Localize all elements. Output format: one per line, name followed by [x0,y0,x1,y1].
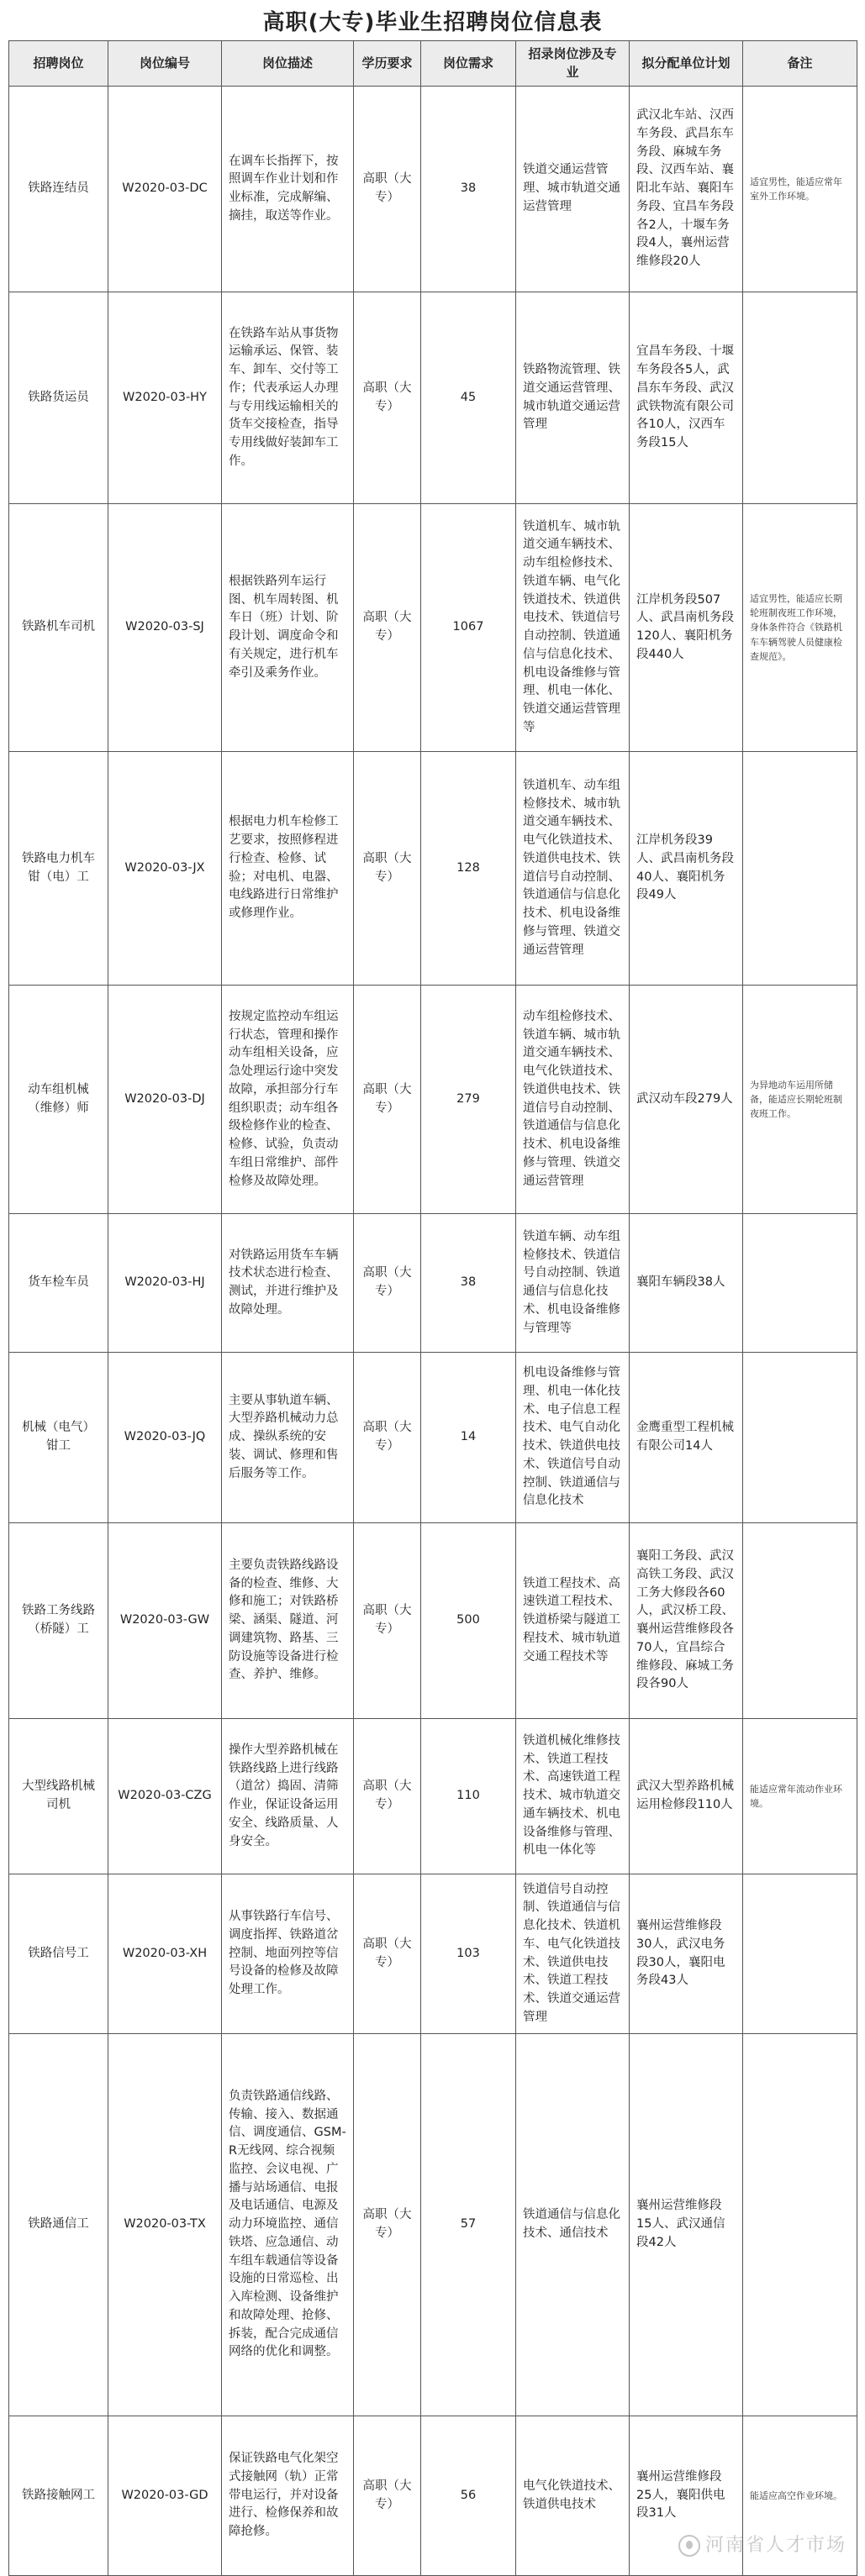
table-row [9,1353,857,1523]
table-row [9,292,857,504]
cell-name: 铁路货运员 [9,292,108,504]
cell-num: 128 [421,752,516,986]
cell-major: 动车组检修技术、铁道车辆、城市轨道交通车辆技术、电气化铁道技术、铁道供电技术、铁道信号自动控制、铁道通信与信息化技术、机电设备维修与管理、铁道交通运营管理 [516,986,630,1214]
cell-major: 铁道机车、动车组检修技术、城市轨道交通车辆技术、电气化铁道技术、铁道供电技术、铁道信号自动控制、铁道通信与信息化技术、机电设备维修与管理、铁道交通运营管理 [516,752,630,986]
cell-name: 铁路接触网工 [9,2416,108,2576]
header-plan: 拟分配单位计划 [630,41,743,87]
cell-name: 动车组机械（维修）师 [9,986,108,1214]
header-note: 备注 [743,41,857,87]
cell-desc: 主要从事轨道车辆、大型养路机械动力总成、操纵系统的安装、调试、修理和售后服务等工作。 [222,1353,354,1523]
cell-plan: 襄阳工务段、武汉高铁工务段、武汉工务大修段各60人，武汉桥工段、襄州运营维修段各70人，宜昌综合维修段、麻城工务段各90人 [630,1523,743,1719]
page-title: 高职(大专)毕业生招聘岗位信息表 [0,5,865,36]
cell-code: W2020-03-HJ [108,1214,222,1353]
header-name: 招聘岗位 [9,41,108,87]
cell-desc: 根据电力机车检修工艺要求，按照修程进行检查、检修、试验；对电机、电器、电线路进行日常维护或修理作业。 [222,752,354,986]
header-desc: 岗位描述 [222,41,354,87]
cell-num: 110 [421,1719,516,1874]
cell-code: W2020-03-SJ [108,504,222,752]
cell-name: 铁路机车司机 [9,504,108,752]
cell-code: W2020-03-GD [108,2416,222,2576]
cell-major: 铁路物流管理、铁道交通运营管理、城市轨道交通运营管理 [516,292,630,504]
cell-num: 45 [421,292,516,504]
header-edu: 学历要求 [354,41,421,87]
header-num: 岗位需求 [421,41,516,87]
cell-edu: 高职（大专） [354,504,421,752]
table-row [9,1874,857,2034]
cell-major: 铁道通信与信息化技术、通信技术 [516,2034,630,2416]
cell-note [743,1353,857,1523]
cell-edu: 高职（大专） [354,87,421,292]
cell-edu: 高职（大专） [354,1214,421,1353]
cell-desc: 操作大型养路机械在铁路线路上进行线路（道岔）捣固、清筛作业，保证设备运用安全、线路质量、人身安全。 [222,1719,354,1874]
cell-code: W2020-03-DJ [108,986,222,1214]
cell-num: 56 [421,2416,516,2576]
table-row [9,1214,857,1353]
table-row [9,986,857,1214]
cell-note: 为异地动车运用所储备，能适应长期轮班制夜班工作。 [743,986,857,1214]
cell-plan: 襄州运营维修段25人，襄阳供电段31人 [630,2416,743,2576]
cell-plan: 江岸机务段507人、武昌南机务段120人、襄阳机务段440人 [630,504,743,752]
watermark [678,2531,847,2557]
table-row [9,1719,857,1874]
cell-plan: 武汉大型养路机械运用检修段110人 [630,1719,743,1874]
cell-note: 能适应高空作业环境。 [743,2416,857,2576]
cell-major: 铁道交通运营管理、城市轨道交通运营管理 [516,87,630,292]
cell-note [743,752,857,986]
cell-note: 适宜男性，能适应常年室外工作环境。 [743,87,857,292]
cell-num: 103 [421,1874,516,2034]
user-icon [678,2535,700,2557]
cell-edu: 高职（大专） [354,292,421,504]
cell-name: 铁路连结员 [9,87,108,292]
cell-edu: 高职（大专） [354,986,421,1214]
cell-note [743,2034,857,2416]
cell-major: 机电设备维修与管理、机电一体化技术、电子信息工程技术、电气自动化技术、铁道供电技术、铁道信号自动控制、铁道通信与信息化技术 [516,1353,630,1523]
job-table [8,40,857,2576]
cell-code: W2020-03-DC [108,87,222,292]
cell-code: W2020-03-JQ [108,1353,222,1523]
cell-edu: 高职（大专） [354,2034,421,2416]
cell-desc: 从事铁路行车信号、调度指挥、铁路道岔控制、地面列控等信号设备的检修及故障处理工作。 [222,1874,354,2034]
cell-num: 14 [421,1353,516,1523]
cell-code: W2020-03-HY [108,292,222,504]
cell-num: 38 [421,1214,516,1353]
cell-name: 铁路电力机车钳（电）工 [9,752,108,986]
cell-note [743,1874,857,2034]
cell-edu: 高职（大专） [354,1523,421,1719]
cell-code: W2020-03-XH [108,1874,222,2034]
cell-plan: 金鹰重型工程机械有限公司14人 [630,1353,743,1523]
cell-plan: 襄阳车辆段38人 [630,1214,743,1353]
cell-major: 铁道工程技术、高速铁道工程技术、铁道桥梁与隧道工程技术、城市轨道交通工程技术等 [516,1523,630,1719]
cell-name: 铁路工务线路（桥隧）工 [9,1523,108,1719]
header-code: 岗位编号 [108,41,222,87]
cell-note [743,1214,857,1353]
cell-note: 能适应常年流动作业环境。 [743,1719,857,1874]
cell-edu: 高职（大专） [354,1874,421,2034]
cell-major: 铁道信号自动控制、铁道通信与信息化技术、铁道机车、电气化铁道技术、铁道供电技术、铁道工程技术、铁道交通运营管理 [516,1874,630,2034]
cell-desc: 对铁路运用货车车辆技术状态进行检查、测试，并进行维护及故障处理。 [222,1214,354,1353]
cell-desc: 按规定监控动车组运行状态，管理和操作动车组相关设备，应急处理运行途中突发故障，承担部分行车组织职责；动车组各级检修作业的检查、检修、试验，负责动车组日常维护、部件检修及故障处理。 [222,986,354,1214]
cell-major: 铁道车辆、动车组检修技术、铁道信号自动控制、铁道通信与信息化技术、机电设备维修与管理等 [516,1214,630,1353]
cell-name: 铁路信号工 [9,1874,108,2034]
cell-plan: 武汉动车段279人 [630,986,743,1214]
cell-plan: 江岸机务段39人、武昌南机务段40人、襄阳机务段49人 [630,752,743,986]
cell-num: 57 [421,2034,516,2416]
cell-num: 38 [421,87,516,292]
cell-code: W2020-03-TX [108,2034,222,2416]
cell-num: 279 [421,986,516,1214]
cell-major: 电气化铁道技术、铁道供电技术 [516,2416,630,2576]
table-row [9,752,857,986]
cell-name: 铁路通信工 [9,2034,108,2416]
cell-code: W2020-03-GW [108,1523,222,1719]
cell-desc: 保证铁路电气化架空式接触网（轨）正常带电运行，并对设备进行、检修保养和故障抢修。 [222,2416,354,2576]
cell-desc: 在调车长指挥下，按照调车作业计划和作业标准，完成解编、摘挂，取送等作业。 [222,87,354,292]
cell-plan: 武汉北车站、汉西车务段、武昌东车务段、麻城车务段、汉西车站、襄阳北车站、襄阳车务段、宜昌车务段各2人，十堰车务段4人，襄州运营维修段20人 [630,87,743,292]
cell-major: 铁道机车、城市轨道交通车辆技术、动车组检修技术、铁道车辆、电气化铁道技术、铁道供电技术、铁道信号自动控制、铁道通信与信息化技术、机电设备维修与管理、机电一体化、铁道交通运营管理等 [516,504,630,752]
cell-edu: 高职（大专） [354,1353,421,1523]
cell-plan: 襄州运营维修段15人、武汉通信段42人 [630,2034,743,2416]
cell-desc: 根据铁路列车运行图、机车周转图、机车日（班）计划、阶段计划、调度命令和有关规定，进行机车牵引及乘务作业。 [222,504,354,752]
cell-note [743,1523,857,1719]
cell-edu: 高职（大专） [354,752,421,986]
cell-desc: 在铁路车站从事货物运输承运、保管、装车、卸车、交付等工作；代表承运人办理与专用线运输相关的货车交接检查，指导专用线做好装卸车工作。 [222,292,354,504]
table-row [9,2034,857,2416]
cell-num: 1067 [421,504,516,752]
cell-note [743,292,857,504]
cell-note: 适宜男性，能适应长期轮班制夜班工作环境，身体条件符合《铁路机车车辆驾驶人员健康检查规范》。 [743,504,857,752]
cell-code: W2020-03-CZG [108,1719,222,1874]
cell-code: W2020-03-JX [108,752,222,986]
table-row [9,504,857,752]
cell-name: 大型线路机械司机 [9,1719,108,1874]
cell-desc: 负责铁路通信线路、传输、接入、数据通信、调度通信、GSM-R无线网、综合视频监控、会议电视、广播与站场通信、电报及电话通信、电源及动力环境监控、通信铁塔、应急通信、动车组车载通信等设备设施的日常巡检、出入库检测、设备维护和故障处理、抢修、拆装，配合完成通信网络的优化和调整。 [222,2034,354,2416]
cell-edu: 高职（大专） [354,1719,421,1874]
header-major: 招录岗位涉及专业 [516,41,630,87]
table-row [9,1523,857,1719]
cell-name: 机械（电气）钳工 [9,1353,108,1523]
cell-plan: 襄州运营维修段30人，武汉电务段30人，襄阳电务段43人 [630,1874,743,2034]
cell-name: 货车检车员 [9,1214,108,1353]
header-row [9,41,857,87]
cell-desc: 主要负责铁路线路设备的检查、维修、大修和施工；对铁路桥梁、涵渠、隧道、河调建筑物、路基、三防设施等设备进行检查、养护、维修。 [222,1523,354,1719]
cell-major: 铁道机械化维修技术、铁道工程技术、高速铁道工程技术、城市轨道交通车辆技术、机电设备维修与管理、机电一体化等 [516,1719,630,1874]
table-row [9,87,857,292]
watermark-text: 河南省人才市场 [705,2535,847,2556]
cell-num: 500 [421,1523,516,1719]
cell-plan: 宜昌车务段、十堰车务段各5人，武昌东车务段、武汉武铁物流有限公司各10人，汉西车务段15人 [630,292,743,504]
cell-edu: 高职（大专） [354,2416,421,2576]
